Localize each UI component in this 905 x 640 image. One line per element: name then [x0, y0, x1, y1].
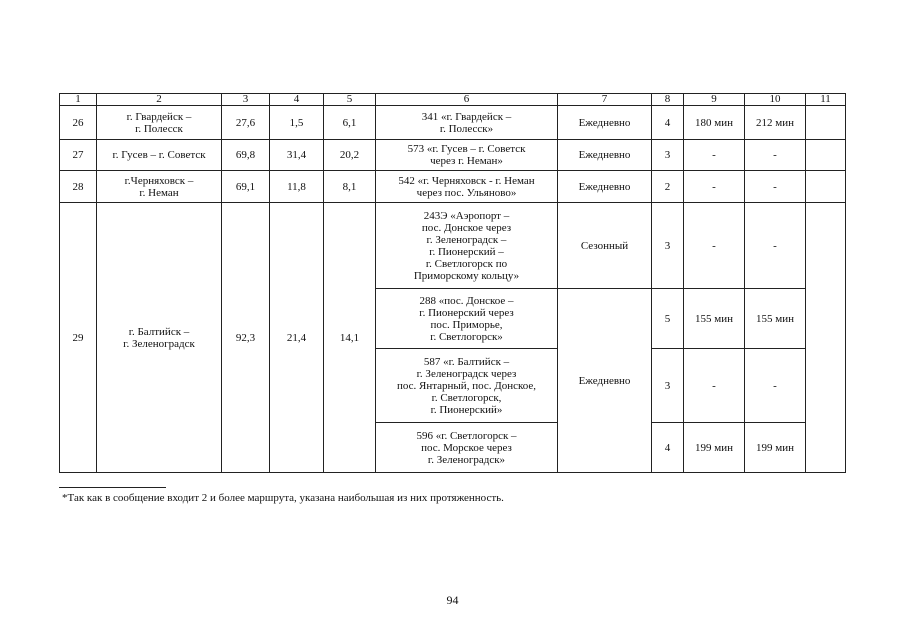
- header-cell: 3: [222, 94, 270, 106]
- value-cell: -: [745, 140, 806, 171]
- section-cell: [97, 203, 222, 473]
- route-line: 542 «г. Черняховск - г. Неман: [398, 174, 535, 187]
- route-line: г. Пионерский –: [429, 245, 504, 258]
- section-line: г. Гвардейск –: [126, 110, 192, 123]
- header-cell: 10: [745, 94, 806, 106]
- section-line: г.Черняховск –: [124, 174, 194, 187]
- value-cell: -: [684, 140, 745, 171]
- header-cell: 6: [376, 94, 558, 106]
- section-line: г. Балтийск –: [128, 325, 190, 338]
- value-cell: [806, 203, 846, 473]
- header-row: [60, 94, 846, 106]
- schedule-cell: Сезонный: [558, 203, 652, 289]
- value-cell: 4: [652, 106, 684, 140]
- route-line: пос. Донское через: [421, 221, 512, 234]
- route-line: 243Э «Аэропорт –: [423, 209, 510, 222]
- section-line: г. Полесск: [135, 122, 183, 135]
- route-line: пос. Янтарный, пос. Донское,: [396, 379, 537, 392]
- value-cell: -: [745, 203, 806, 289]
- header-cell: 4: [270, 94, 324, 106]
- value-cell: 69,1: [222, 171, 270, 203]
- value-cell: 2: [652, 171, 684, 203]
- value-cell: 1,5: [270, 106, 324, 140]
- header-cell: 2: [97, 94, 222, 106]
- value-cell: 180 мин: [684, 106, 745, 140]
- route-line: 341 «г. Гвардейск –: [421, 110, 512, 123]
- value-cell: 27,6: [222, 106, 270, 140]
- route-line: через г. Неман»: [430, 155, 503, 167]
- value-cell: 5: [652, 289, 684, 349]
- value-cell: 20,2: [324, 140, 376, 171]
- value-cell: 3: [652, 140, 684, 171]
- route-line: г. Зеленоградск через: [416, 367, 517, 380]
- header-cell: 9: [684, 94, 745, 106]
- routes-table: [59, 93, 846, 473]
- route-cell: [376, 106, 558, 140]
- route-cell: [376, 289, 558, 349]
- route-line: г. Светлогорск»: [430, 330, 503, 343]
- value-cell: 6,1: [324, 106, 376, 140]
- value-cell: 8,1: [324, 171, 376, 203]
- route-line: пос. Морское через: [421, 441, 512, 454]
- section-cell: [97, 140, 222, 171]
- row-number: 28: [60, 171, 97, 203]
- value-cell: 14,1: [324, 203, 376, 473]
- header-cell: 5: [324, 94, 376, 106]
- header-cell: 7: [558, 94, 652, 106]
- header-cell: 11: [806, 94, 846, 106]
- route-line: 288 «пос. Донское –: [419, 294, 514, 307]
- section-line: г. Зеленоградск: [123, 337, 195, 350]
- header-cell: 1: [60, 94, 97, 106]
- route-line: г. Пионерский через: [419, 306, 514, 319]
- section-line: г. Гусев – г. Советск: [112, 149, 206, 161]
- route-line: Приморскому кольцу»: [413, 269, 520, 282]
- route-cell: [376, 140, 558, 171]
- footnote: *Так как в сообщение входит 2 и более маршрута, указана наибольшая из них протяженность.: [62, 492, 504, 504]
- route-line: г. Зеленоградск –: [426, 233, 507, 246]
- route-line: г. Полесск»: [439, 122, 494, 135]
- schedule-cell: Ежедневно: [558, 289, 652, 473]
- row-number: 29: [60, 203, 97, 473]
- footnote-divider: [59, 487, 166, 488]
- value-cell: 212 мин: [745, 106, 806, 140]
- table-row: [60, 171, 846, 203]
- value-cell: 3: [652, 203, 684, 289]
- schedule-cell: Ежедневно: [558, 106, 652, 140]
- route-cell: [376, 349, 558, 423]
- route-line: г. Светлогорск по: [425, 257, 508, 270]
- route-line: 573 «г. Гусев – г. Советск: [407, 143, 526, 155]
- value-cell: 21,4: [270, 203, 324, 473]
- value-cell: -: [684, 203, 745, 289]
- row-number: 26: [60, 106, 97, 140]
- schedule-cell: Ежедневно: [558, 140, 652, 171]
- value-cell: 11,8: [270, 171, 324, 203]
- section-cell: [97, 106, 222, 140]
- route-line: пос. Приморье,: [430, 318, 503, 331]
- route-cell: [376, 171, 558, 203]
- table-row: [60, 106, 846, 140]
- route-line: г. Светлогорск,: [431, 391, 502, 404]
- table-row: [60, 140, 846, 171]
- value-cell: 69,8: [222, 140, 270, 171]
- route-cell: [376, 203, 558, 289]
- route-line: г. Зеленоградск»: [427, 453, 506, 466]
- value-cell: 199 мин: [745, 423, 806, 473]
- value-cell: [806, 140, 846, 171]
- value-cell: -: [745, 349, 806, 423]
- page-number: 94: [446, 593, 459, 607]
- value-cell: -: [684, 171, 745, 203]
- value-cell: -: [684, 349, 745, 423]
- value-cell: [806, 106, 846, 140]
- value-cell: 199 мин: [684, 423, 745, 473]
- value-cell: 155 мин: [684, 289, 745, 349]
- schedule-cell: Ежедневно: [558, 171, 652, 203]
- value-cell: -: [745, 171, 806, 203]
- value-cell: [806, 171, 846, 203]
- row-number: 27: [60, 140, 97, 171]
- section-line: г. Неман: [139, 186, 179, 199]
- route-line: 587 «г. Балтийск –: [423, 355, 510, 368]
- header-cell: 8: [652, 94, 684, 106]
- value-cell: 31,4: [270, 140, 324, 171]
- route-line: через пос. Ульяново»: [416, 186, 517, 199]
- route-cell: [376, 423, 558, 473]
- value-cell: 155 мин: [745, 289, 806, 349]
- value-cell: 92,3: [222, 203, 270, 473]
- section-cell: [97, 171, 222, 203]
- value-cell: 3: [652, 349, 684, 423]
- route-line: г. Пионерский»: [430, 403, 503, 416]
- route-line: 596 «г. Светлогорск –: [416, 429, 517, 442]
- table-row: [60, 203, 846, 289]
- value-cell: 4: [652, 423, 684, 473]
